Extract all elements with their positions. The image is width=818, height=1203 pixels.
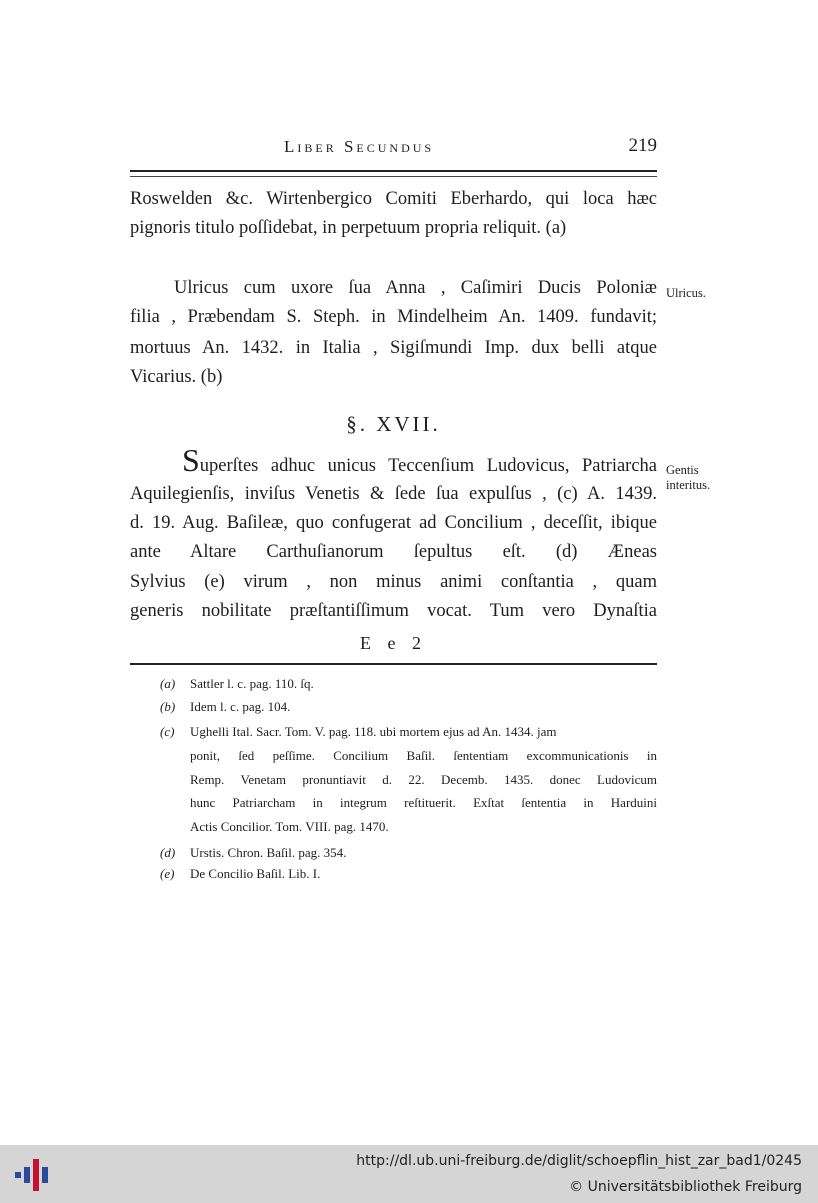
text-line: Roswelden &c. Wirtenbergico Comiti Eberhardo, qui loca hæc [130, 189, 657, 209]
footnote-mark: (c) [160, 724, 175, 739]
margin-note-interitus: interitus. [666, 478, 711, 492]
footnote-mark: (e) [160, 866, 175, 881]
first-line-text: uperſtes adhuc unicus Teccenſium Ludovicus, Patriarcha [199, 456, 657, 476]
text-line: filia , Præbendam S. Steph. in Mindelheim An. 1409. fundavit; [130, 307, 657, 327]
footnote-continuation: hunc Patriarcham in integrum reſtituerit. Exſtat ſententia in Harduini [190, 795, 657, 810]
header-rule-thin [130, 176, 657, 177]
drop-cap: S [182, 442, 200, 478]
text-line: generis nobilitate præſtantiſſimum vocat. Tum vero Dynaſtia [130, 601, 657, 621]
margin-note-gentis: Gentis [666, 463, 699, 477]
section-heading: §. XVII. [346, 412, 441, 436]
footnote-text: Urstis. Chron. Baſil. pag. 354. [190, 845, 347, 860]
signature-mark: E e 2 [360, 633, 427, 653]
footnote-d [160, 845, 657, 861]
viewer-footer [0, 1145, 818, 1203]
footnote-mark: (d) [160, 845, 176, 860]
footnote-b [160, 699, 657, 715]
footnote-text: Sattler l. c. pag. 110. ſq. [190, 676, 314, 691]
footnote-c [160, 724, 657, 740]
text-line: Vicarius. (b) [130, 367, 223, 387]
margin-note-ulricus: Ulricus. [666, 286, 706, 300]
page-number: 219 [628, 135, 657, 156]
text-line: Aquilegienſis, inviſus Venetis & ſede ſua expulſus , (c) A. 1439. [130, 484, 657, 504]
footnote-mark: (b) [160, 699, 176, 714]
footnote-rule [130, 663, 657, 665]
running-title: Liber Secundus [284, 137, 435, 156]
footnote-continuation: ponit, ſed peſſime. Concilium Baſil. ſententiam excommunicationis in [190, 748, 657, 763]
permalink-url[interactable]: http://dl.ub.uni-freiburg.de/diglit/schoepflin_hist_zar_bad1/0245 [356, 1153, 802, 1169]
footnote-e [160, 866, 657, 882]
text-line: ante Altare Carthuſianorum ſepultus eſt. (d) Æneas [130, 542, 657, 562]
footnote-continuation: Remp. Venetam pronuntiavit d. 22. Decemb. 1435. donec Ludovicum [190, 772, 657, 787]
text-line [130, 442, 657, 478]
text-line: d. 19. Aug. Baſileæ, quo confugerat ad Concilium , deceſſit, ibique [130, 513, 657, 533]
footnote-mark: (a) [160, 676, 176, 691]
text-line: mortuus An. 1432. in Italia , Sigiſmundi Imp. dux belli atque [130, 338, 657, 358]
text-line: Ulricus cum uxore ſua Anna , Caſimiri Ducis Poloniæ [174, 278, 657, 298]
running-head [130, 137, 657, 161]
footnote-text: De Concilio Baſil. Lib. I. [190, 866, 321, 881]
footnote-a [160, 676, 657, 692]
copyright-notice: © Universitätsbibliothek Freiburg [569, 1179, 802, 1195]
text-line: Sylvius (e) virum , non minus animi conſtantia , quam [130, 572, 657, 592]
ub-freiburg-logo-icon[interactable] [12, 1155, 52, 1195]
text-line: pignoris titulo poſſidebat, in perpetuum propria reliquit. (a) [130, 218, 567, 238]
footnote-text: Idem l. c. pag. 104. [190, 699, 291, 714]
header-rule-thick [130, 170, 657, 172]
footnote-text: Ughelli Ital. Sacr. Tom. V. pag. 118. ubi mortem ejus ad An. 1434. jam [190, 724, 557, 739]
footnote-continuation: Actis Concilior. Tom. VIII. pag. 1470. [190, 819, 389, 834]
